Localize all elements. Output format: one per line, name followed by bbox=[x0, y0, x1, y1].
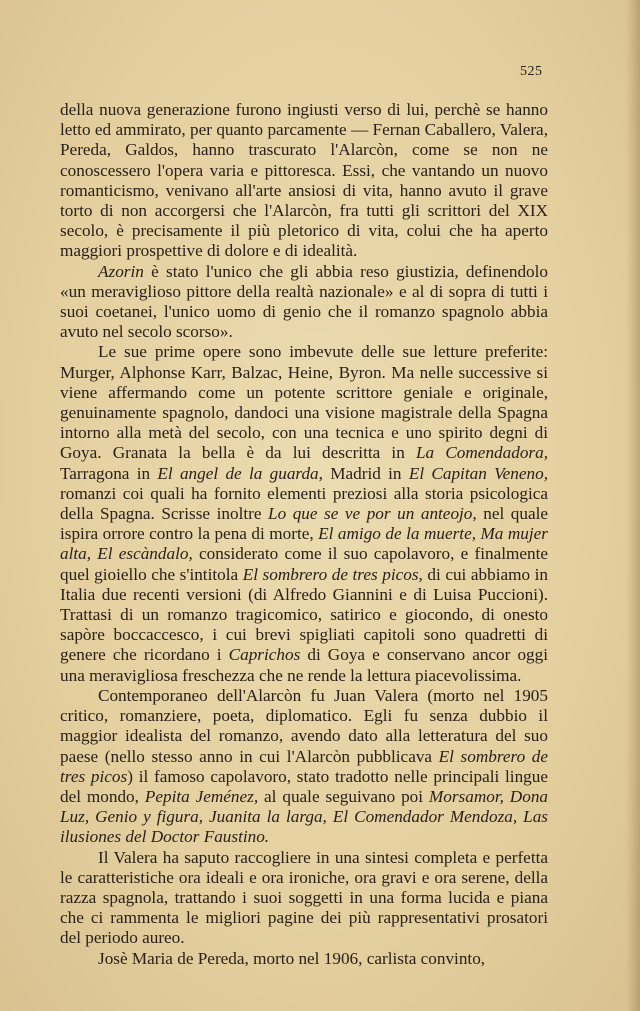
italic-title: Morsamor, Dona Luz, Genio y figura, Juanita la larga, El Comendador Mendoza, Las ilusiones del Doctor Faustino. bbox=[60, 786, 549, 847]
text-run: è stato l'unico che gli abbia reso giustizia, definendolo «un meraviglioso pittore della realtà nazionale» e al di sopra di tutti i suoi coetanei, l'unico uomo di genio che il romanzo spagnolo abbia avuto nel secolo scorso». bbox=[60, 261, 548, 342]
page-edge-shadow bbox=[626, 0, 640, 1011]
paragraph bbox=[60, 262, 548, 343]
text-run: nel quale ispira orrore contro la pena di morte, bbox=[60, 504, 548, 544]
paragraph bbox=[60, 100, 548, 262]
italic-title: La Comendadora, bbox=[416, 443, 548, 463]
text-run: Contemporaneo dell'Alarcòn fu Juan Valera (morto nel 1905 critico, romanziere, poeta, diplomatico. Egli fu senza dubbio il maggior idealista del romanzo, avendo dato alla letteratura del suo paese (nello stesso anno in cui l'Alarcòn pubblicava bbox=[60, 685, 548, 766]
italic-title: El amigo de la muerte, Ma mujer alta, El escàndalo, bbox=[60, 524, 548, 564]
page-number: 525 bbox=[520, 64, 543, 79]
text-run: al quale seguivano poi bbox=[258, 786, 429, 806]
text-run: ) il famoso capolavoro, stato tradotto nelle principali lingue del mondo, bbox=[60, 766, 548, 806]
text-run: Madrid in bbox=[322, 463, 409, 483]
italic-title: El sombrero de tres picos bbox=[60, 746, 549, 786]
paragraph bbox=[60, 342, 548, 685]
text-run: Il Valera ha saputo raccogliere in una sintesi completa e perfetta le caratteristiche ora ideali e ora ironiche, ora gravi e ora serene, della razza spagnola, trattando i suoi soggetti in una forma lucida e piana che ci rammenta le migliori pagine dei più rappresentativi prosatori del periodo aureo. bbox=[60, 847, 548, 948]
text-run: romanzi coi quali ha fornito elementi preziosi alla storia psicologica della Spagna. Scrisse inoltre bbox=[60, 483, 548, 524]
italic-title: Lo que se ve por un anteojo, bbox=[268, 504, 477, 524]
italic-title: Pepita Jeménez, bbox=[144, 786, 259, 806]
italic-title: El Capitan Veneno, bbox=[408, 463, 549, 483]
text-run: Josè Maria de Pereda, morto nel 1906, carlista convinto, bbox=[98, 948, 486, 968]
text-run: di Goya e conservano ancor oggi una meravigliosa freschezza che ne rende la lettura piacevolissima. bbox=[60, 645, 549, 685]
text-run: della nuova generazione furono ingiusti verso di lui, perchè se hanno letto ed ammirato, per quanto parcamente — Fernan Caballero, Valera, Pereda, Galdos, hanno trascurato l'Alarcòn, come se non ne conoscessero l'opera varia e pittoresca. Essi, che vantando un nuovo romanticismo, venivano all'arte ansiosi di vita, hanno avuto il grave torto di non accorgersi che l'Alarcòn, fra tutti gli scrittori del XIX secolo, è precisamente il più pletorico di vita, colui che ha aperto maggiori prospettive di dolore e di idealità. bbox=[60, 100, 548, 261]
text-run: Tarragona in bbox=[60, 463, 158, 483]
body-text bbox=[60, 100, 548, 969]
text-run: considerato come il suo capolavoro, e finalmente quel gioiello che s'intitola bbox=[60, 544, 548, 584]
paragraph bbox=[60, 686, 548, 848]
italic-title: Azorin bbox=[98, 261, 144, 281]
text-run: Le sue prime opere sono imbevute delle sue letture preferite: Murger, Alphonse Karr, Balzac, Heine, Byron. Ma nelle successive si viene affermando come un potente scrittore geniale e originale, genuinamente spagnolo, dandoci una visione magistrale della Spagna intorno alla metà del secolo, con una tecnica e uno spirito degni di Goya. Granata la bella è da lui descritta in bbox=[60, 342, 548, 463]
italic-title: El sombrero de tres picos, bbox=[242, 564, 423, 584]
italic-title: El angel de la guarda, bbox=[157, 463, 323, 483]
italic-title: Caprichos bbox=[228, 645, 301, 665]
paragraph bbox=[60, 848, 548, 949]
paragraph bbox=[60, 949, 548, 969]
text-run: di cui abbiamo in Italia due recenti versioni (di Alfredo Giannini e di Luisa Puccioni). Trattasi di un romanzo tragicomico, satirico e giocondo, di onesto sapòre boccaccesco, i cui brevi spigliati capitoli sono quadretti di genere che ricordano i bbox=[60, 564, 549, 665]
